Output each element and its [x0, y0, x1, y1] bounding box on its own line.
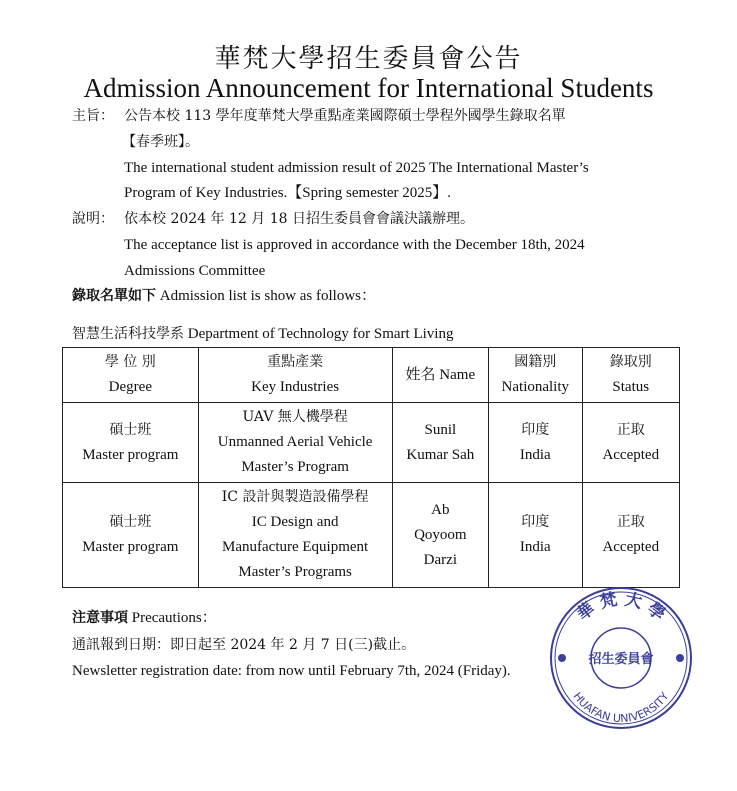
industry-en-line1: Unmanned Aerial Vehicle [217, 434, 373, 450]
industry-en-line2: Manufacture Equipment [222, 539, 369, 555]
admission-list-label-zh: 錄取名單如下 [72, 288, 156, 304]
header-nationality [489, 348, 582, 403]
explanation-label: 說明： [72, 211, 114, 227]
seal-top-text: 華 梵 大 學 [573, 589, 669, 625]
table-header-row [63, 348, 680, 403]
seal-bottom-text: HUAFAN UNIVERSITY [570, 689, 672, 726]
header-nationality-zh: 國籍別 [514, 354, 557, 370]
degree-en: Master program [82, 539, 179, 555]
explanation-zh: 依本校 2024 年 12 月 18 日招生委員會會議決議辦理。 [124, 211, 474, 227]
name-line2: Qoyoom [414, 526, 467, 543]
table-row [63, 483, 680, 588]
name-line1: Sunil [424, 421, 457, 438]
precautions-zh: 通訊報到日期：即日起至 2024 年 2 月 7 日(三)截止。 [72, 637, 416, 653]
nationality-en: India [519, 446, 551, 463]
precautions-en: Newsletter registration date: from now until February 7th, 2024 (Friday). [72, 663, 511, 679]
header-degree-zh: 學 位 別 [104, 354, 156, 370]
degree-en: Master program [82, 446, 179, 463]
explanation-en-line2: Admissions Committee [124, 263, 266, 279]
status-en: Accepted [602, 539, 660, 555]
admission-list-intro [72, 285, 376, 307]
header-degree [63, 348, 199, 403]
cell-status [582, 403, 679, 483]
precautions-heading [72, 607, 217, 629]
cell-industry [198, 403, 392, 483]
admission-table [62, 347, 680, 588]
university-seal [548, 585, 694, 731]
industry-en-line1: IC Design and [251, 514, 339, 530]
degree-zh: 碩士班 [109, 421, 152, 438]
title-chinese: 華梵大學招生委員會公告 [214, 44, 523, 74]
cell-degree [63, 403, 199, 483]
status-en: Accepted [602, 446, 660, 463]
header-degree-en: Degree [108, 379, 152, 395]
subject-en-line2: Program of Key Industries.【Spring semester 2025】. [124, 185, 452, 201]
industry-en-line3: Master’s Programs [238, 564, 352, 580]
header-name-text: 姓名 Name [405, 366, 476, 383]
industry-en-line2: Master’s Program [241, 459, 349, 475]
table-row [63, 403, 680, 483]
cell-name [392, 483, 488, 588]
subject-zh-line2: 【春季班】。 [122, 134, 199, 150]
nationality-zh: 印度 [521, 514, 550, 530]
department-zh: 智慧生活科技學系 [72, 326, 184, 342]
header-name [392, 348, 488, 403]
nationality-zh: 印度 [521, 421, 550, 438]
subject-en-line1: The international student admission result of 2025 The International Master’s [124, 160, 589, 176]
cell-name [392, 403, 488, 483]
header-industries-en: Key Industries [251, 379, 340, 395]
cell-status [582, 483, 679, 588]
cell-nationality [489, 483, 582, 588]
industry-zh: IC 設計與製造設備學程 [221, 489, 369, 505]
precautions-label-zh: 注意事項 [72, 610, 128, 626]
header-status-zh: 錄取別 [609, 354, 652, 370]
header-status [582, 348, 679, 403]
cell-nationality [489, 403, 582, 483]
cell-industry [198, 483, 392, 588]
nationality-en: India [519, 539, 551, 555]
precautions-label-en: Precautions： [128, 610, 217, 626]
title-english: Admission Announcement for International Students [83, 73, 654, 103]
department-en: Department of Technology for Smart Living [184, 326, 454, 342]
name-line3: Darzi [423, 551, 457, 568]
name-line1: Ab [431, 501, 450, 518]
seal-center-text: 招生委員會 [588, 652, 654, 667]
admission-list-label-en: Admission list is show as follows： [156, 288, 377, 304]
header-status-en: Status [612, 379, 650, 395]
department-name [72, 323, 453, 345]
explanation-en-line1: The acceptance list is approved in accordance with the December 18th, 2024 [124, 237, 585, 253]
name-line2: Kumar Sah [406, 446, 475, 463]
status-zh: 正取 [616, 421, 645, 438]
subject-zh-line1: 公告本校 113 學年度華梵大學重點產業國際碩士學程外國學生錄取名單 [124, 108, 566, 124]
header-nationality-en: Nationality [501, 379, 570, 395]
cell-degree [63, 483, 199, 588]
status-zh: 正取 [616, 514, 645, 530]
header-industries [198, 348, 392, 403]
degree-zh: 碩士班 [109, 514, 152, 530]
header-industries-zh: 重點產業 [267, 354, 324, 370]
subject-label: 主旨： [72, 108, 114, 124]
industry-zh: UAV 無人機學程 [242, 409, 348, 425]
